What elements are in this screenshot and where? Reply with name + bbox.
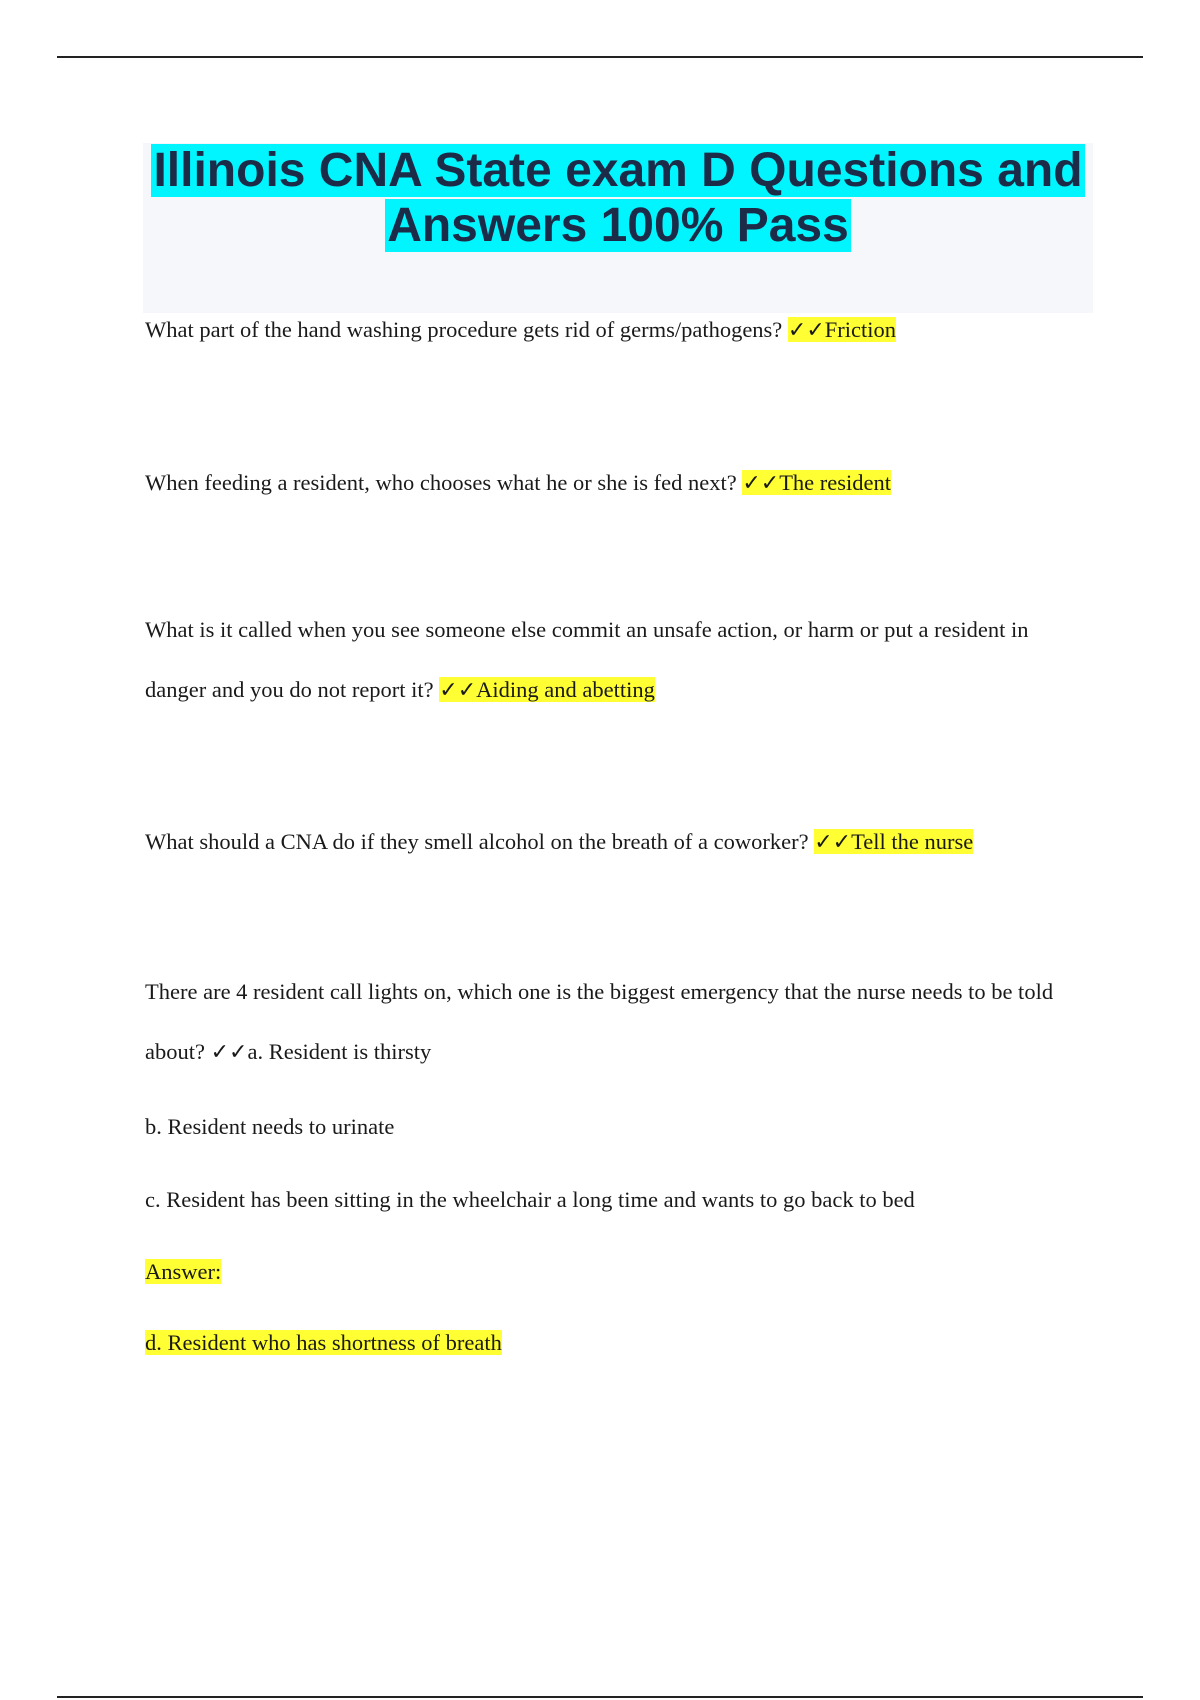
answer-2-highlight bbox=[742, 470, 891, 495]
question-3-text: What is it called when you see someone else commit an unsafe action, or harm or put a resident in danger and you do not report it? bbox=[145, 617, 1029, 702]
check-mark-icon: ✓✓ bbox=[787, 318, 825, 343]
answer-label-line bbox=[145, 1242, 1090, 1302]
answer-3-highlight bbox=[439, 677, 655, 702]
question-1 bbox=[145, 300, 1090, 361]
footer-rule bbox=[57, 1696, 1143, 1698]
question-3 bbox=[145, 600, 1090, 721]
header-rule bbox=[57, 56, 1143, 58]
answer-2-text: The resident bbox=[779, 470, 892, 495]
option-b: b. Resident needs to urinate bbox=[145, 1114, 395, 1139]
answer-1-text: Friction bbox=[824, 317, 897, 342]
option-a: a. Resident is thirsty bbox=[247, 1039, 432, 1064]
answer-4-highlight bbox=[814, 829, 973, 854]
question-1-text: What part of the hand washing procedure gets rid of germs/pathogens? bbox=[145, 317, 788, 342]
question-4 bbox=[145, 812, 1090, 873]
check-mark-icon: ✓✓ bbox=[210, 1040, 248, 1065]
option-d-line bbox=[145, 1313, 1090, 1373]
question-5 bbox=[145, 962, 1090, 1083]
answer-4-text: Tell the nurse bbox=[851, 829, 974, 854]
question-2 bbox=[145, 453, 1090, 514]
check-mark-icon: ✓✓ bbox=[439, 678, 477, 703]
check-mark-icon: ✓✓ bbox=[814, 830, 852, 855]
option-c: c. Resident has been sitting in the wheelchair a long time and wants to go back to bed bbox=[145, 1187, 915, 1212]
option-d: d. Resident who has shortness of breath bbox=[145, 1330, 502, 1355]
option-b-line bbox=[145, 1097, 1090, 1157]
title-line-1: Illinois CNA State exam D Questions and bbox=[153, 144, 1083, 197]
option-c-line bbox=[145, 1170, 1090, 1230]
question-4-text: What should a CNA do if they smell alcohol on the breath of a coworker? bbox=[145, 829, 815, 854]
question-5-text: There are 4 resident call lights on, which one is the biggest emergency that the nurse needs to be told about? bbox=[145, 979, 1054, 1064]
answer-1-highlight bbox=[788, 317, 896, 342]
title-block bbox=[143, 143, 1093, 313]
answer-3-text: Aiding and abetting bbox=[476, 677, 655, 702]
check-mark-icon: ✓✓ bbox=[742, 471, 780, 496]
question-2-text: When feeding a resident, who chooses what he or she is fed next? bbox=[145, 470, 743, 495]
title-line-2: Answers 100% Pass bbox=[387, 199, 849, 252]
answer-label: Answer: bbox=[145, 1259, 222, 1284]
